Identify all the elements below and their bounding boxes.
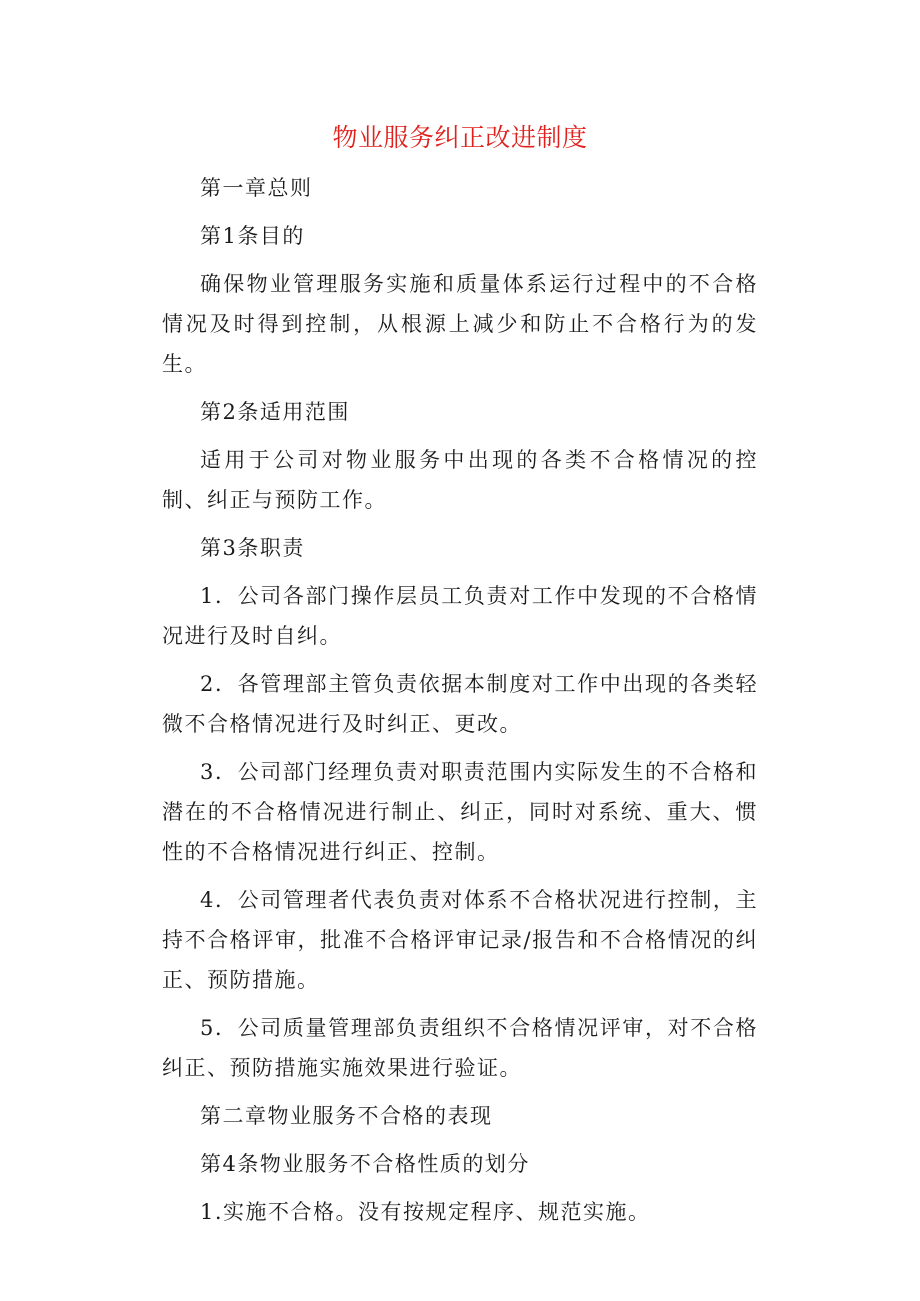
list-item-responsibility-4: 4．公司管理者代表负责对体系不合格状况进行控制，主持不合格评审，批准不合格评审记录/报告和不合格情况的纠正、预防措施。	[162, 888, 758, 992]
chapter-heading-2: 第二章物业服务不合格的表现	[200, 1104, 493, 1128]
article-heading-1: 第1条目的	[200, 224, 305, 248]
list-item-responsibility-2: 2．各管理部主管负责依据本制度对工作中出现的各类轻微不合格情况进行及时纠正、更改。	[162, 672, 758, 736]
article-heading-2: 第2条适用范围	[200, 400, 350, 424]
paragraph-scope: 适用于公司对物业服务中出现的各类不合格情况的控制、纠正与预防工作。	[162, 448, 758, 512]
paragraph-purpose: 确保物业管理服务实施和质量体系运行过程中的不合格情况及时得到控制，从根源上减少和防止不合格行为的发生。	[162, 272, 758, 376]
document-body	[162, 168, 758, 1240]
article-heading-3: 第3条职责	[200, 536, 305, 560]
list-item-responsibility-3: 3．公司部门经理负责对职责范围内实际发生的不合格和潜在的不合格情况进行制止、纠正，同时对系统、重大、惯性的不合格情况进行纠正、控制。	[162, 760, 758, 864]
chapter-heading-1: 第一章总则	[200, 176, 313, 200]
article-heading-4: 第4条物业服务不合格性质的划分	[200, 1152, 530, 1176]
list-item-responsibility-5: 5．公司质量管理部负责组织不合格情况评审，对不合格纠正、预防措施实施效果进行验证。	[162, 1016, 758, 1080]
list-item-responsibility-1: 1．公司各部门操作层员工负责对工作中发现的不合格情况进行及时自纠。	[162, 584, 758, 648]
document-title: 物业服务纠正改进制度	[332, 123, 588, 152]
list-item-classification-1: 1.实施不合格。没有按规定程序、规范实施。	[200, 1200, 651, 1224]
